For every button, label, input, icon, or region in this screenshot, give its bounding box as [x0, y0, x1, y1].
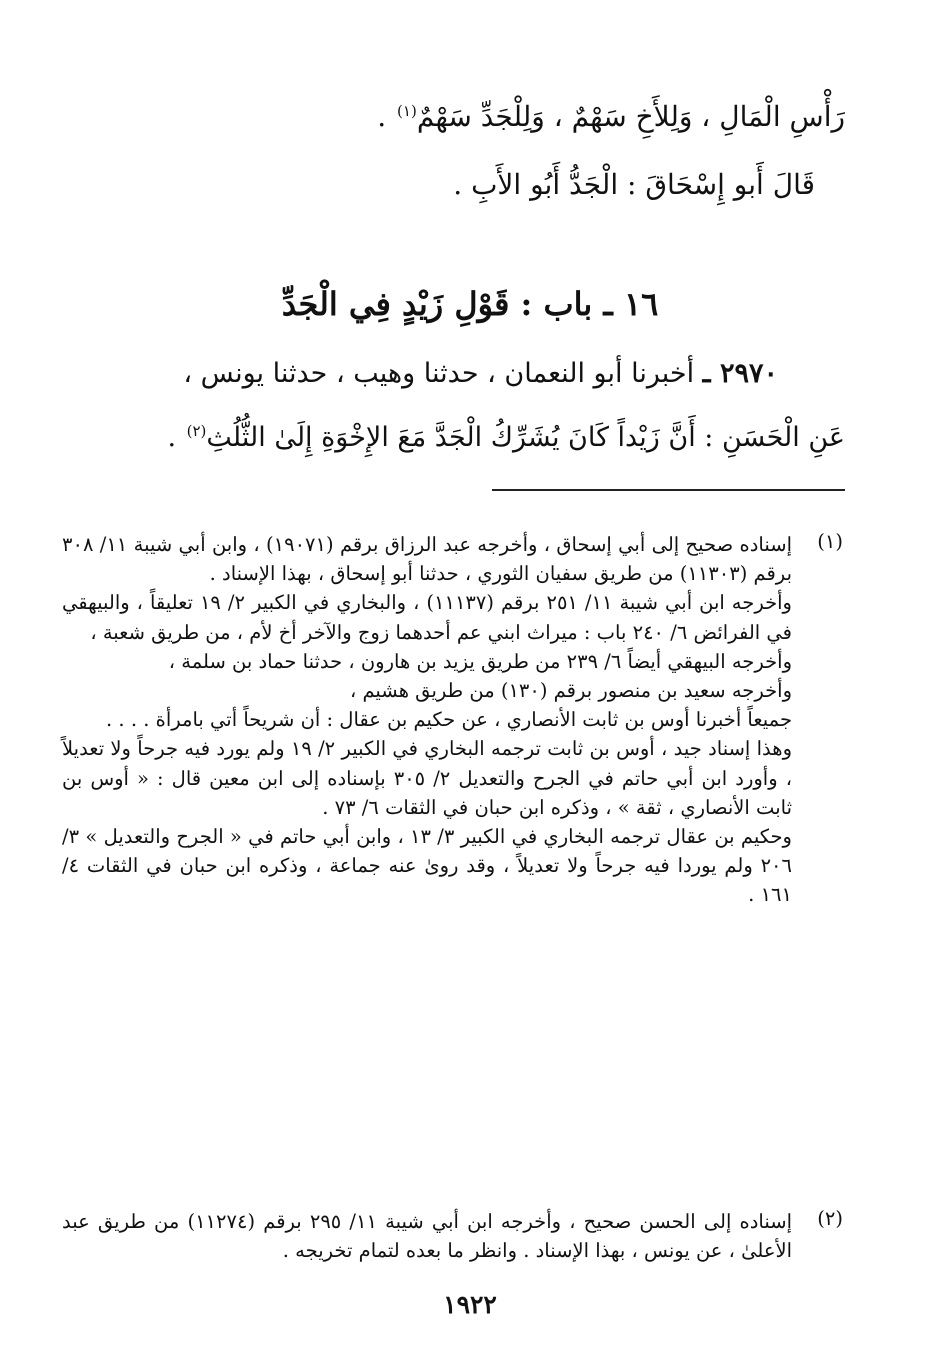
chapter-heading: ١٦ ـ باب : قَوْلِ زَيْدٍ فِي الْجَدِّ — [281, 285, 659, 323]
footnote-1-marker: (١) — [817, 530, 843, 553]
footnote-1-paragraph-1: إسناده صحيح إلى أبي إسحاق ، وأخرجه عبد الرزاق برقم (١٩٠٧١) ، وابن أبي شيبة ١١/ ٣٠٨ برقم (١١٣٠٣) من طريق سفيان الثوري ، حدثنا أبو إسحاق ، بهذا الإسناد . — [62, 533, 792, 586]
main-text-line-2: قَالَ أَبو إِسْحَاقَ : الْجَدُّ أَبُو الأَبِ . — [453, 168, 815, 201]
footnote-2: إسناده إلى الحسن صحيح ، وأخرجه ابن أبي شيبة ١١/ ٢٩٥ برقم (١١٢٧٤) من طريق عبد الأعلىٰ ، عن يونس ، بهذا الإسناد . وانظر ما بعده لتمام تخريجه . — [62, 1210, 793, 1263]
footnote-ref-2: (٢) — [186, 422, 207, 440]
page-number: ١٩٢٢ — [443, 1290, 497, 1319]
main-text-line-1-text: رَأْسِ الْمَالِ ، وَلِلأَخِ سَهْمٌ ، وَلِلْجَدِّ سَهْمٌ — [416, 100, 845, 133]
footnote-1 — [62, 530, 792, 910]
footnote-1-paragraph-4: وأخرجه سعيد بن منصور برقم (١٣٠) من طريق هشيم ، — [349, 679, 792, 703]
footnote-1-paragraph-7: وحكيم بن عقال ترجمه البخاري في الكبير ٣/ ١٣ ، وابن أبي حاتم في « الجرح والتعديل » ٣/ ٢٠٦ ولم يوردا فيه جرحاً ولا تعديلاً ، وقد روىٰ عنه جماعة ، وذكره ابن حبان في الثقات ٤/ ١٦١ . — [62, 825, 792, 907]
footnote-1-paragraph-2: وأخرجه ابن أبي شيبة ١١/ ٢٥١ برقم (١١١٣٧) ، والبخاري في الكبير ٢/ ١٩ تعليقاً ، والبيهقي في الفرائض ٦/ ٢٤٠ باب : ميراث ابني عم أحدهما زوج والآخر أخ لأم ، من طريق شعبة ، — [62, 591, 792, 644]
hadith-line-2-end: . — [167, 422, 177, 453]
hadith-line-1-text: أخبرنا أبو النعمان ، حدثنا وهيب ، حدثنا يونس ، — [183, 358, 695, 389]
footnote-1-paragraph-6: وهذا إسناد جيد ، أوس بن ثابت ترجمه البخاري في الكبير ٢/ ١٩ ولم يورد فيه جرحاً ولا تعديلاً ، وأورد ابن أبي حاتم في الجرح والتعديل ٢/ ٣٠٥ بإسناده إلى ابن معين قال : « أوس بن ثابت الأنصاري ، ثقة » ، وذكره ابن حبان في الثقات ٦/ ٧٣ . — [62, 737, 792, 819]
hadith-number: ٢٩٧٠ ـ — [702, 358, 778, 389]
hadith-line-2 — [167, 422, 845, 453]
footnote-1-paragraph-3: وأخرجه البيهقي أيضاً ٦/ ٢٣٩ من طريق يزيد بن هارون ، حدثنا حماد بن سلمة ، — [168, 649, 792, 673]
hadith-line-1 — [183, 358, 778, 389]
footnote-ref-1: (١) — [397, 101, 417, 120]
hadith-line-2-text: عَنِ الْحَسَنِ : أَنَّ زَيْداً كَانَ يُشَرِّكُ الْجَدَّ مَعَ الإِخْوَةِ إِلَىٰ الثُّلُثِ — [206, 422, 845, 453]
footnote-2-marker: (٢) — [817, 1207, 843, 1230]
footnote-1-paragraph-5: جميعاً أخبرنا أوس بن ثابت الأنصاري ، عن حكيم بن عقال : أن شريحاً أتي بامرأة . . . . — [106, 708, 792, 732]
footnote-separator — [492, 489, 845, 491]
main-text-line-1 — [377, 100, 845, 133]
main-text-line-1-end: . — [377, 100, 387, 133]
